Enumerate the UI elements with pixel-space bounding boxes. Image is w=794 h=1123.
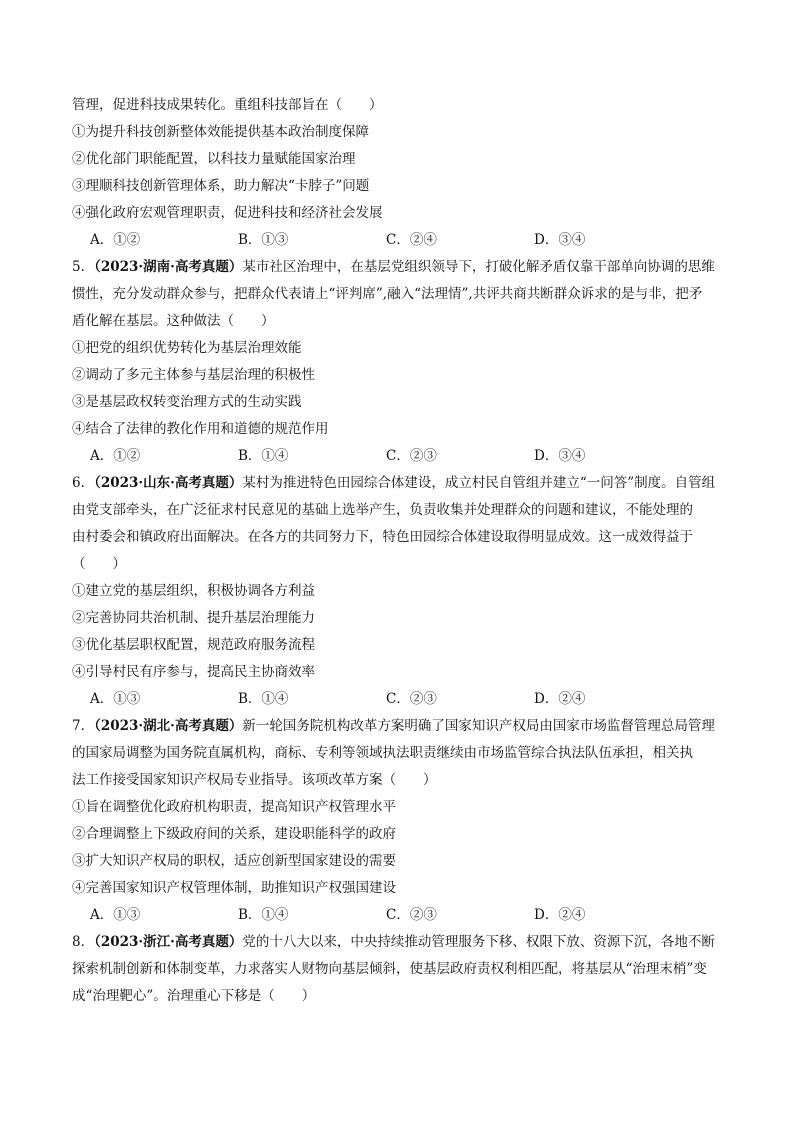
- choice-statement: ①为提升科技创新整体效能提供基本政治制度保障: [72, 124, 369, 140]
- question-block: [72, 929, 722, 1010]
- question-stem-first-line: [72, 929, 722, 956]
- answer-option[interactable]: D．②④: [534, 907, 586, 923]
- answer-option[interactable]: C．②④: [386, 232, 437, 248]
- question-block: [72, 713, 722, 929]
- answer-option[interactable]: D．②④: [534, 691, 586, 707]
- question-stem-line: 盾化解在基层。这种做法（ ）: [72, 313, 275, 329]
- answer-options-row: [72, 227, 722, 254]
- choice-statement: ④完善国家知识产权管理体制，助推知识产权强国建设: [72, 880, 396, 896]
- question-number: 7．: [72, 718, 95, 734]
- choice-statement: ③是基层政权转变治理方式的生动实践: [72, 394, 302, 410]
- question-number: 8．: [72, 934, 95, 950]
- answer-options-row: [72, 902, 722, 929]
- question-stem-line: 的国家局调整为国务院直属机构，商标、专利等领域执法职责继续由市场监管综合执法队伍承担，相关执: [72, 745, 693, 761]
- answer-option[interactable]: A．①②: [90, 448, 141, 464]
- answer-option[interactable]: B．①③: [238, 232, 289, 248]
- question-number: 6．: [72, 475, 95, 491]
- choice-statement: ④引导村民有序参与，提高民主协商效率: [72, 664, 315, 680]
- question-number: 5．: [72, 259, 95, 275]
- continuation-block: [72, 92, 722, 254]
- choice-statement: ②调动了多元主体参与基层治理的积极性: [72, 367, 315, 383]
- question-stem-line: 成“治理靶心”。治理重心下移是（ ）: [72, 988, 316, 1004]
- question-stem-first-line: [72, 713, 722, 740]
- question-stem-text: 新一轮国务院机构改革方案明确了国家知识产权局由国家市场监督管理总局管理: [242, 718, 715, 734]
- choice-statement: ③扩大知识产权局的职权，适应创新型国家建设的需要: [72, 853, 396, 869]
- answer-option[interactable]: D．③④: [534, 232, 586, 248]
- question-stem-line: 法工作接受国家知识产权局专业指导。该项改革方案（ ）: [72, 772, 437, 788]
- exam-page: [72, 92, 722, 1010]
- choice-statement: ②合理调整上下级政府间的关系，建设职能科学的政府: [72, 826, 396, 842]
- question-stem-text: 某市社区治理中，在基层党组织领导下，打破化解矛盾仅靠干部单向协调的思维: [242, 259, 715, 275]
- question-stem-text: 党的十八大以来，中央持续推动管理服务下移、权限下放、资源下沉，各地不断: [242, 934, 715, 950]
- choice-statement: ③优化基层职权配置，规范政府服务流程: [72, 637, 315, 653]
- question-stem-line: 由党支部牵头，在广泛征求村民意见的基础上选举产生，负责收集并处理群众的问题和建议，不能处理的: [72, 502, 693, 518]
- answer-option[interactable]: B．①④: [238, 691, 289, 707]
- choice-statement: ②完善协同共治机制、提升基层治理能力: [72, 610, 315, 626]
- question-stem-line: 惯性，充分发动群众参与，把群众代表请上“评判席”,融入“法理情”,共评共商共断群众诉求的是与非，把矛: [72, 286, 703, 302]
- question-block: [72, 470, 722, 713]
- question-source: （2023·湖北·高考真题）: [94, 718, 243, 734]
- answer-options-row: [72, 686, 722, 713]
- answer-option[interactable]: B．①④: [238, 907, 289, 923]
- answer-option[interactable]: A．①②: [90, 232, 141, 248]
- question-stem-first-line: [72, 254, 722, 281]
- answer-options-row: [72, 443, 722, 470]
- question-stem-line: 由村委会和镇政府出面解决。在各方的共同努力下，特色田园综合体建设取得明显成效。这一成效得益于: [72, 529, 693, 545]
- answer-option[interactable]: A．①③: [90, 907, 141, 923]
- choice-statement: ①建立党的基层组织，积极协调各方利益: [72, 583, 315, 599]
- answer-option[interactable]: D．③④: [534, 448, 586, 464]
- question-source: （2023·山东·高考真题）: [94, 475, 243, 491]
- choice-statement: ①旨在调整优化政府机构职责，提高知识产权管理水平: [72, 799, 396, 815]
- choice-statement: ①把党的组织优势转化为基层治理效能: [72, 340, 302, 356]
- choice-statement: ④结合了法律的教化作用和道德的规范作用: [72, 421, 329, 437]
- answer-option[interactable]: A．①③: [90, 691, 141, 707]
- answer-option[interactable]: C．②③: [386, 691, 437, 707]
- question-stem-line: （ ）: [72, 556, 126, 572]
- question-stem-first-line: [72, 470, 722, 497]
- answer-option[interactable]: C．②③: [386, 448, 437, 464]
- question-stem-line: 管理，促进科技成果转化。重组科技部旨在（ ）: [72, 97, 383, 113]
- answer-option[interactable]: B．①④: [238, 448, 289, 464]
- question-source: （2023·浙江·高考真题）: [94, 934, 243, 950]
- answer-option[interactable]: C．②③: [386, 907, 437, 923]
- choice-statement: ②优化部门职能配置，以科技力量赋能国家治理: [72, 151, 356, 167]
- choice-statement: ④强化政府宏观管理职责，促进科技和经济社会发展: [72, 205, 383, 221]
- question-stem-line: 探索机制创新和体制变革，力求落实人财物向基层倾斜，使基层政府责权利相匹配，将基层从“治理末梢”变: [72, 961, 707, 977]
- choice-statement: ③理顺科技创新管理体系，助力解决“卡脖子”问题: [72, 178, 370, 194]
- question-source: （2023·湖南·高考真题）: [94, 259, 243, 275]
- question-stem-text: 某村为推进特色田园综合体建设，成立村民自管组并建立“一问答”制度。自管组: [242, 475, 716, 491]
- question-block: [72, 254, 722, 470]
